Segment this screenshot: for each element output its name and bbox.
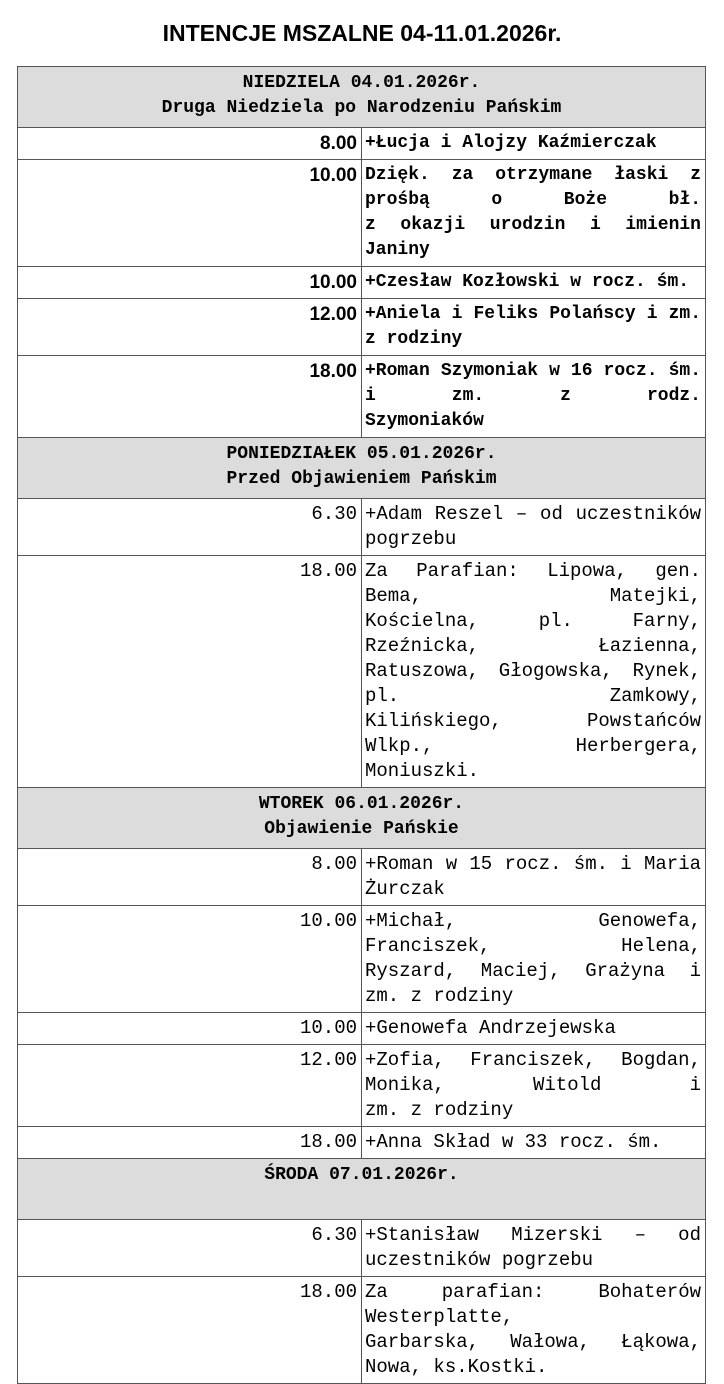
day-heading: WTOREK 06.01.2026r. bbox=[258, 794, 465, 814]
mass-row bbox=[18, 1045, 706, 1127]
day-header-row bbox=[18, 67, 706, 128]
mass-row bbox=[18, 1220, 706, 1277]
intention-line: Szymoniaków bbox=[365, 411, 484, 431]
mass-intentions-table bbox=[17, 66, 706, 1384]
intention-line: Moniuszki. bbox=[365, 760, 480, 782]
mass-time: 6.30 bbox=[18, 499, 362, 556]
intention-line: +Adam Reszel – od uczestników pogrzebu bbox=[365, 503, 701, 550]
mass-intention bbox=[362, 267, 706, 299]
intention-line: Za Parafian: Lipowa, gen. Bema, Matejki, bbox=[365, 560, 701, 607]
mass-time: 18.00 bbox=[18, 1127, 362, 1159]
intention-line: +Genowefa Andrzejewska bbox=[365, 1017, 616, 1039]
mass-row bbox=[18, 1127, 706, 1159]
day-subheading: Przed Objawieniem Pańskim bbox=[226, 469, 497, 489]
day-subheading: Objawienie Pańskie bbox=[264, 819, 459, 839]
day-heading: ŚRODA 07.01.2026r. bbox=[264, 1165, 459, 1185]
mass-intention bbox=[362, 556, 706, 788]
mass-intention bbox=[362, 499, 706, 556]
intention-line: +Stanisław Mizerski – od uczestników pogrzebu bbox=[365, 1224, 701, 1271]
mass-time: 12.00 bbox=[18, 1045, 362, 1127]
mass-intention bbox=[362, 849, 706, 906]
mass-intention bbox=[362, 1220, 706, 1277]
mass-row bbox=[18, 299, 706, 356]
mass-time: 18.00 bbox=[18, 356, 362, 438]
mass-time: 8.00 bbox=[18, 128, 362, 160]
mass-time: 10.00 bbox=[18, 1013, 362, 1045]
mass-row bbox=[18, 906, 706, 1013]
day-heading: PONIEDZIAŁEK 05.01.2026r. bbox=[226, 444, 497, 464]
intention-line: Ratuszowa, Głogowska, Rynek, pl. Zamkowy, bbox=[365, 660, 701, 707]
mass-row bbox=[18, 1013, 706, 1045]
mass-row bbox=[18, 499, 706, 556]
intention-line: +Aniela i Feliks Polańscy i zm. z rodziny bbox=[365, 304, 701, 349]
day-header bbox=[18, 438, 706, 499]
mass-intention bbox=[362, 160, 706, 267]
mass-intention bbox=[362, 356, 706, 438]
mass-time: 18.00 bbox=[18, 1277, 362, 1384]
day-header-row bbox=[18, 1159, 706, 1220]
mass-row bbox=[18, 356, 706, 438]
intention-line: +Michał, Genowefa, Franciszek, Helena, bbox=[365, 910, 701, 957]
intention-line: Ryszard, Maciej, Grażyna i zm. z rodziny bbox=[365, 960, 701, 1007]
intention-line: Dzięk. za otrzymane łaski z prośbą o Boże bł. bbox=[365, 165, 701, 210]
mass-intention bbox=[362, 128, 706, 160]
mass-row bbox=[18, 267, 706, 299]
day-subheading bbox=[18, 1188, 705, 1213]
mass-intention bbox=[362, 906, 706, 1013]
mass-row bbox=[18, 128, 706, 160]
intention-line: Kilińskiego, Powstańców Wlkp., Herbergera, bbox=[365, 710, 701, 757]
intention-line: +Anna Skład w 33 rocz. śm. bbox=[365, 1131, 662, 1153]
intention-line: +Roman w 15 rocz. śm. i Maria Żurczak bbox=[365, 853, 701, 900]
mass-intention bbox=[362, 299, 706, 356]
mass-row bbox=[18, 1277, 706, 1384]
intention-line: z okazji urodzin i imienin Janiny bbox=[365, 215, 701, 260]
mass-row bbox=[18, 556, 706, 788]
day-header bbox=[18, 67, 706, 128]
intention-line: Kościelna, pl. Farny, Rzeźnicka, Łazienna, bbox=[365, 610, 701, 657]
mass-time: 8.00 bbox=[18, 849, 362, 906]
day-heading: NIEDZIELA 04.01.2026r. bbox=[242, 73, 481, 93]
intention-line: zm. z rodziny bbox=[365, 1099, 514, 1121]
mass-intention bbox=[362, 1045, 706, 1127]
mass-time: 10.00 bbox=[18, 267, 362, 299]
intention-line: +Roman Szymoniak w 16 rocz. śm. i zm. z rodz. bbox=[365, 361, 701, 406]
intention-line: +Łucja i Alojzy Kaźmierczak bbox=[365, 133, 657, 153]
mass-intention bbox=[362, 1013, 706, 1045]
mass-time: 10.00 bbox=[18, 160, 362, 267]
mass-intention bbox=[362, 1127, 706, 1159]
intention-line: +Zofia, Franciszek, Bogdan, Monika, Witold i bbox=[365, 1049, 701, 1096]
intention-line: Za parafian: Bohaterów Westerplatte, bbox=[365, 1281, 701, 1328]
day-header-row bbox=[18, 788, 706, 849]
mass-time: 18.00 bbox=[18, 556, 362, 788]
page-title: INTENCJE MSZALNE 04-11.01.2026r. bbox=[162, 20, 562, 46]
mass-time: 6.30 bbox=[18, 1220, 362, 1277]
mass-intention bbox=[362, 1277, 706, 1384]
intention-line: Garbarska, Wałowa, Łąkowa, Nowa, ks.Kostki. bbox=[365, 1331, 701, 1378]
day-header bbox=[18, 1159, 706, 1220]
mass-time: 10.00 bbox=[18, 906, 362, 1013]
day-header-row bbox=[18, 438, 706, 499]
mass-time: 12.00 bbox=[18, 299, 362, 356]
day-subheading: Druga Niedziela po Narodzeniu Pańskim bbox=[161, 98, 562, 118]
intention-line: +Czesław Kozłowski w rocz. śm. bbox=[365, 272, 690, 292]
day-header bbox=[18, 788, 706, 849]
mass-row bbox=[18, 160, 706, 267]
mass-row bbox=[18, 849, 706, 906]
